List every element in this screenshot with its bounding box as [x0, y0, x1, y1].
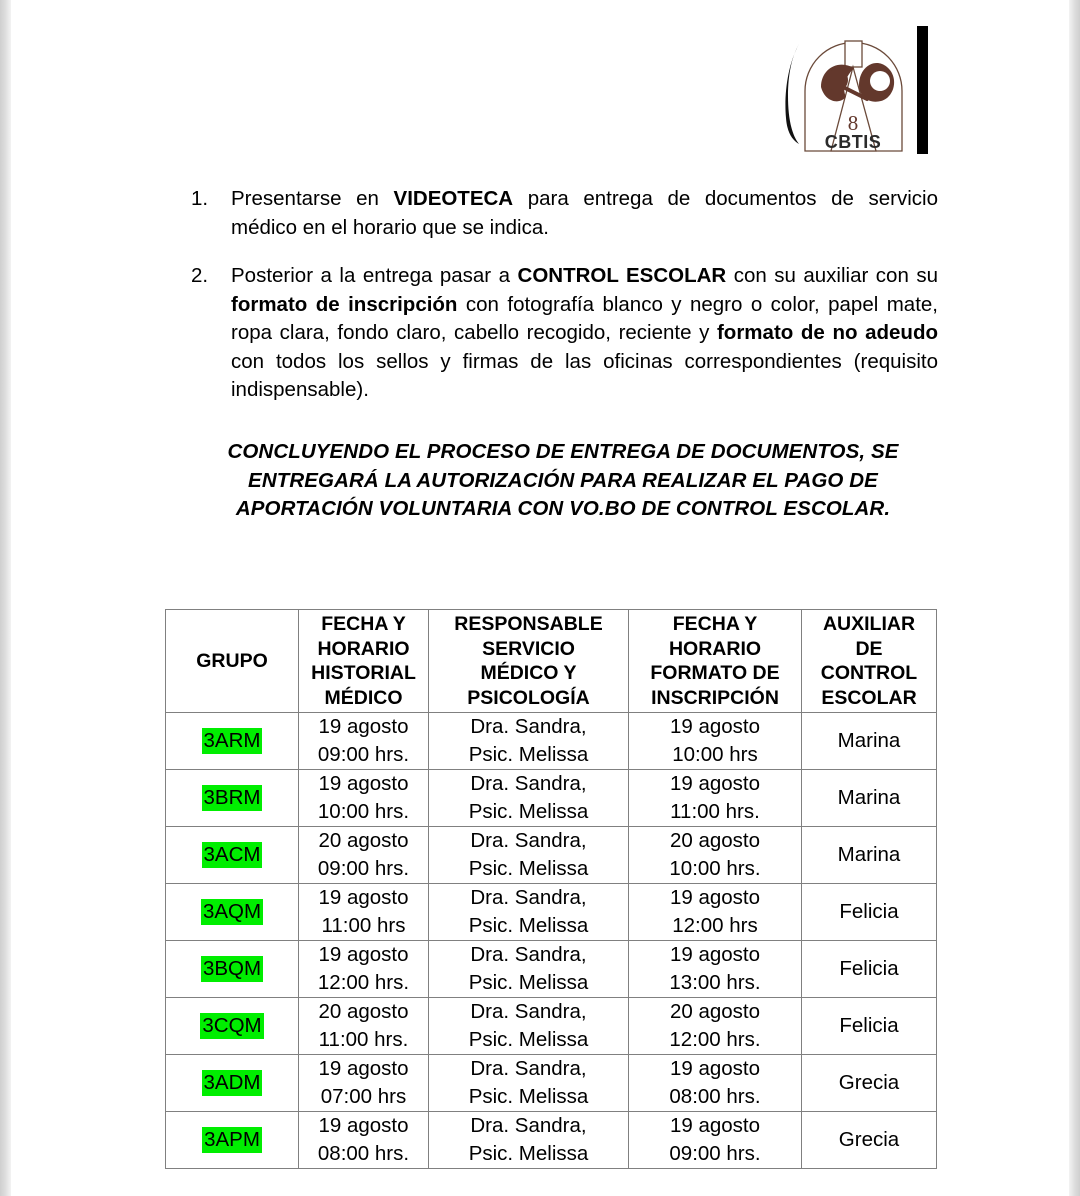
instruction-bold-text: CONTROL ESCOLAR	[517, 264, 727, 287]
column-header-line: INSCRIPCIÓN	[651, 686, 779, 709]
cell-responsable-line: Psic. Melissa	[468, 914, 589, 937]
cell-responsable-line: Dra. Sandra,	[470, 943, 587, 966]
cell-grupo	[166, 713, 299, 770]
cell-responsable-line: Psic. Melissa	[468, 857, 589, 880]
cell-historial-medico-line: 11:00 hrs	[321, 914, 406, 937]
cell-responsable-line: Dra. Sandra,	[470, 829, 587, 852]
column-header-line: FECHA Y	[321, 613, 406, 635]
cell-historial-medico-line: 08:00 hrs.	[317, 1142, 410, 1165]
instruction-bold-text: formato de no adeudo	[716, 321, 938, 344]
emphasis-line: APORTACIÓN VOLUNTARIA CON VO.BO DE CONTROL ESCOLAR.	[235, 497, 891, 520]
auxiliar-name: Felicia	[839, 1014, 899, 1037]
column-header-line: FORMATO DE	[650, 662, 780, 684]
cell-formato-inscripcion-line: 20 agosto	[669, 1000, 761, 1023]
institution-logo	[783, 22, 928, 162]
logo-right-bar	[917, 26, 928, 154]
instruction-marker: 1.	[191, 187, 209, 210]
auxiliar-name: Grecia	[838, 1071, 900, 1094]
column-header-auxiliar	[802, 610, 937, 713]
grupo-highlight-badge: 3BQM	[202, 957, 262, 980]
cell-formato-inscripcion-line: 20 agosto	[669, 829, 761, 852]
column-header-formato-inscripcion	[629, 610, 802, 713]
cell-responsable-line: Psic. Melissa	[468, 1142, 589, 1165]
table-row	[166, 713, 937, 770]
cell-responsable-line: Dra. Sandra,	[470, 772, 587, 795]
grupo-highlight-badge: 3ARM	[203, 729, 261, 752]
column-header-line: MÉDICO	[324, 686, 403, 709]
schedule-table-container	[165, 609, 936, 1169]
instruction-text: con fotografía blanco y negro o color, papel mate, ropa clara, fondo claro, cabello recogido, reciente y	[231, 292, 938, 344]
cell-responsable-line: Dra. Sandra,	[470, 1000, 587, 1023]
column-header-line: AUXILIAR	[822, 613, 916, 635]
emphasis-notice	[183, 438, 943, 524]
grupo-highlight-badge: 3CQM	[202, 1014, 262, 1037]
svg-text:8: 8	[847, 111, 859, 135]
cell-responsable-line: Psic. Melissa	[468, 743, 589, 766]
cell-formato-inscripcion-line: 08:00 hrs.	[669, 1085, 761, 1108]
cell-historial-medico-line: 19 agosto	[318, 886, 409, 909]
table-row	[166, 941, 937, 998]
cell-formato-inscripcion-line: 11:00 hrs.	[670, 800, 760, 823]
instruction-text: para entrega de documentos de servicio médico en el horario que se indica.	[231, 187, 938, 239]
page-edge-strip-right	[1069, 0, 1080, 1196]
table-row	[166, 770, 937, 827]
column-header-historial-medico	[299, 610, 429, 713]
cell-grupo	[166, 770, 299, 827]
cell-responsable-line: Psic. Melissa	[468, 971, 589, 994]
cell-auxiliar	[802, 1112, 937, 1169]
svg-text:CBTIS: CBTIS	[824, 132, 882, 152]
cell-grupo	[166, 827, 299, 884]
grupo-highlight-badge: 3AQM	[202, 900, 262, 923]
column-header-grupo	[166, 610, 299, 713]
column-header-line: HORARIO	[668, 637, 762, 660]
cell-historial-medico-line: 11:00 hrs.	[318, 1028, 409, 1051]
cell-formato-inscripcion-line: 19 agosto	[669, 1057, 761, 1080]
cell-responsable	[429, 713, 629, 770]
column-header-line: HISTORIAL	[311, 662, 416, 684]
page-edge-strip-left	[0, 0, 11, 1196]
auxiliar-name: Grecia	[838, 1128, 900, 1151]
cell-responsable-line: Psic. Melissa	[468, 800, 589, 823]
grupo-highlight-badge: 3ADM	[203, 1071, 261, 1094]
cell-historial-medico-line: 20 agosto	[318, 829, 409, 852]
cell-responsable	[429, 827, 629, 884]
cell-historial-medico-line: 07:00 hrs	[320, 1085, 407, 1108]
auxiliar-name: Marina	[837, 843, 901, 866]
document-page	[11, 0, 1069, 1196]
cell-historial-medico-line: 19 agosto	[318, 1114, 409, 1137]
cell-formato-inscripcion-line: 19 agosto	[669, 886, 761, 909]
cell-responsable-line: Dra. Sandra,	[470, 1057, 587, 1080]
instruction-list	[183, 185, 938, 405]
cell-historial-medico-line: 09:00 hrs.	[317, 857, 410, 880]
cell-responsable-line: Dra. Sandra,	[470, 886, 587, 909]
column-header-line: SERVICIO	[482, 637, 575, 660]
logo-left-crescent-icon	[783, 44, 801, 144]
instruction-text: Posterior a la entrega pasar a	[231, 264, 518, 287]
emphasis-line: ENTREGARÁ LA AUTORIZACIÓN PARA REALIZAR EL PAGO DE	[248, 468, 878, 492]
cell-auxiliar	[802, 998, 937, 1055]
column-header-line: DE	[855, 637, 883, 660]
column-header-line: GRUPO	[196, 649, 268, 672]
table-row	[166, 884, 937, 941]
table-row	[166, 1112, 937, 1169]
logo-crest-icon	[801, 25, 906, 155]
cell-responsable-line: Dra. Sandra,	[470, 1114, 587, 1137]
cell-auxiliar	[802, 884, 937, 941]
cell-formato-inscripcion	[629, 713, 802, 770]
cell-responsable	[429, 1055, 629, 1112]
auxiliar-name: Marina	[837, 786, 901, 809]
schedule-table-body	[166, 713, 937, 1169]
column-header-line: HORARIO	[317, 637, 410, 660]
grupo-highlight-badge: 3ACM	[203, 843, 261, 866]
column-header-line: PSICOLOGÍA	[467, 686, 590, 709]
cell-grupo	[166, 941, 299, 998]
table-row	[166, 998, 937, 1055]
cell-formato-inscripcion-line: 09:00 hrs.	[669, 1142, 761, 1165]
cell-responsable	[429, 770, 629, 827]
instruction-item-2	[183, 262, 938, 405]
cell-formato-inscripcion	[629, 770, 802, 827]
cell-formato-inscripcion-line: 10:00 hrs	[672, 743, 758, 766]
cell-formato-inscripcion-line: 19 agosto	[669, 772, 761, 795]
table-row	[166, 1055, 937, 1112]
instruction-bold-text: VIDEOTECA	[393, 187, 514, 210]
column-header-responsable	[429, 610, 629, 713]
table-header-row	[166, 610, 937, 713]
cell-historial-medico-line: 19 agosto	[318, 1057, 409, 1080]
instruction-text: con su auxiliar con su	[726, 264, 938, 287]
document-header	[11, 22, 1069, 162]
cell-auxiliar	[802, 713, 937, 770]
schedule-table	[165, 609, 937, 1169]
auxiliar-name: Marina	[837, 729, 901, 752]
instruction-marker: 2.	[191, 264, 209, 287]
cell-formato-inscripcion	[629, 998, 802, 1055]
cell-historial-medico	[299, 827, 429, 884]
cell-auxiliar	[802, 770, 937, 827]
cell-historial-medico-line: 19 agosto	[318, 715, 409, 738]
cell-formato-inscripcion	[629, 1112, 802, 1169]
instruction-text: con todos los sellos y firmas de las oficinas correspondientes (requisito indispensable).	[231, 349, 938, 401]
column-header-line: CONTROL	[820, 662, 918, 684]
cell-historial-medico	[299, 713, 429, 770]
auxiliar-name: Felicia	[839, 900, 899, 923]
cell-formato-inscripcion	[629, 827, 802, 884]
cell-historial-medico	[299, 1055, 429, 1112]
cell-historial-medico	[299, 998, 429, 1055]
grupo-highlight-badge: 3BRM	[203, 786, 261, 809]
cell-formato-inscripcion	[629, 1055, 802, 1112]
cell-historial-medico-line: 20 agosto	[318, 1000, 409, 1023]
cell-formato-inscripcion-line: 12:00 hrs.	[669, 1028, 761, 1051]
cell-formato-inscripcion-line: 19 agosto	[669, 715, 761, 738]
cell-historial-medico-line: 19 agosto	[318, 943, 409, 966]
cell-historial-medico-line: 09:00 hrs.	[317, 743, 410, 766]
cell-historial-medico	[299, 770, 429, 827]
cell-auxiliar	[802, 941, 937, 998]
cell-responsable-line: Dra. Sandra,	[470, 715, 587, 738]
instruction-bold-text: formato de inscripción	[231, 292, 458, 316]
cell-formato-inscripcion-line: 13:00 hrs.	[669, 971, 761, 994]
schedule-table-head	[166, 610, 937, 713]
column-header-line: FECHA Y	[672, 613, 758, 635]
cell-grupo	[166, 1055, 299, 1112]
cell-formato-inscripcion	[629, 884, 802, 941]
cell-formato-inscripcion	[629, 941, 802, 998]
emphasis-line: CONCLUYENDO EL PROCESO DE ENTREGA DE DOCUMENTOS, SE	[227, 440, 899, 463]
cell-responsable	[429, 884, 629, 941]
cell-responsable-line: Psic. Melissa	[468, 1085, 589, 1108]
table-row	[166, 827, 937, 884]
auxiliar-name: Felicia	[839, 957, 899, 980]
cell-formato-inscripcion-line: 12:00 hrs	[672, 914, 758, 937]
cell-responsable-line: Psic. Melissa	[468, 1028, 589, 1051]
cell-historial-medico-line: 19 agosto	[318, 772, 409, 795]
cell-grupo	[166, 884, 299, 941]
cell-formato-inscripcion-line: 10:00 hrs.	[669, 857, 761, 880]
cell-formato-inscripcion-line: 19 agosto	[669, 1114, 761, 1137]
cell-responsable	[429, 941, 629, 998]
cell-historial-medico	[299, 1112, 429, 1169]
cell-historial-medico	[299, 941, 429, 998]
column-header-line: RESPONSABLE	[454, 613, 603, 635]
column-header-line: ESCOLAR	[821, 686, 917, 709]
cell-historial-medico	[299, 884, 429, 941]
grupo-highlight-badge: 3APM	[204, 1128, 260, 1151]
cell-historial-medico-line: 10:00 hrs.	[317, 800, 410, 823]
instruction-text: Presentarse en	[231, 187, 394, 210]
cell-grupo	[166, 1112, 299, 1169]
cell-auxiliar	[802, 1055, 937, 1112]
cell-responsable	[429, 998, 629, 1055]
column-header-line: MÉDICO Y	[480, 662, 577, 684]
cell-historial-medico-line: 12:00 hrs.	[317, 971, 410, 994]
cell-auxiliar	[802, 827, 937, 884]
instruction-item-1	[183, 185, 938, 242]
cell-formato-inscripcion-line: 19 agosto	[669, 943, 761, 966]
cell-responsable	[429, 1112, 629, 1169]
instructions-section	[183, 185, 938, 405]
cell-grupo	[166, 998, 299, 1055]
